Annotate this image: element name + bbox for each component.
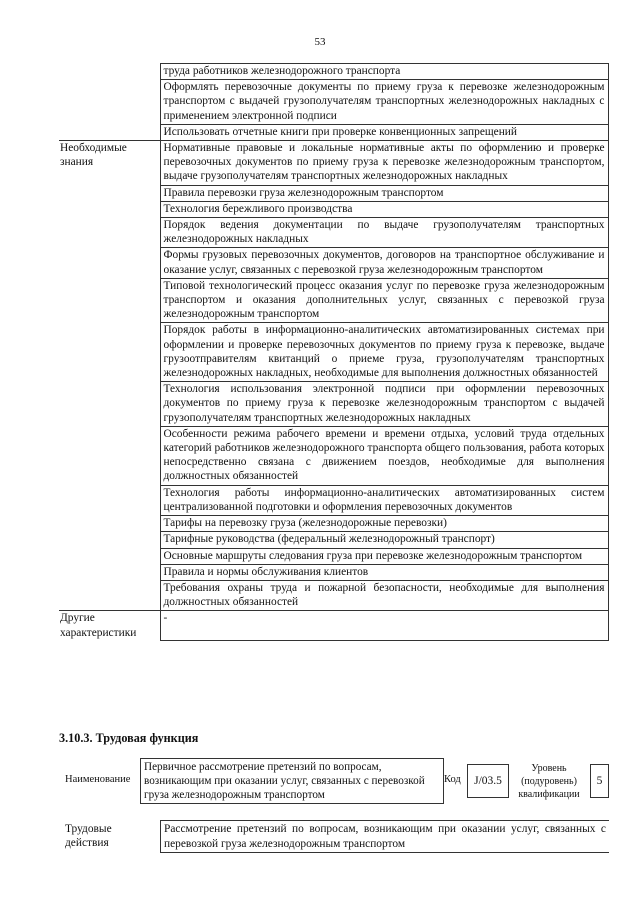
knowledge-row xyxy=(59,201,608,217)
other-row xyxy=(59,611,608,641)
skills-row xyxy=(59,80,608,125)
skill-item: труда работников железнодорожного транспорта xyxy=(160,64,608,80)
knowledge-row xyxy=(59,485,608,515)
knowledge-row xyxy=(59,516,608,532)
knowledge-item: Типовой технологический процесс оказания услуг по перевозке груза железнодорожным транспортом и оказания дополнительных услуг, связанных с перевозкой груза железнодорожным транспортом xyxy=(160,278,608,323)
knowledge-item: Технология работы информационно-аналитических автоматизированных систем централизованной подготовки и оформления перевозочных документов xyxy=(160,485,608,515)
knowledge-item: Тарифные руководства (федеральный железнодорожный транспорт) xyxy=(160,532,608,548)
section-title: 3.10.3. Трудовая функция xyxy=(59,731,199,745)
qualification-table xyxy=(59,63,609,641)
knowledge-item: Правила перевозки груза железнодорожным транспортом xyxy=(160,185,608,201)
knowledge-item: Требования охраны труда и пожарной безопасности, необходимые для выполнения должностных обязанностей xyxy=(160,580,608,610)
knowledge-row xyxy=(59,323,608,382)
knowledge-item: Технология бережливого производства xyxy=(160,201,608,217)
knowledge-row xyxy=(59,580,608,610)
function-code-label: Код xyxy=(444,774,461,785)
knowledge-row xyxy=(59,278,608,323)
skills-row xyxy=(59,124,608,140)
function-header xyxy=(59,758,608,802)
knowledge-item: Порядок ведения документации по выдаче грузополучателям транспортных железнодорожных накладных xyxy=(160,218,608,248)
labor-action-item: Рассмотрение претензий по вопросам, возникающим при оказании услуг, связанных с перевозкой груза железнодорожным транспортом xyxy=(160,820,609,853)
knowledge-row xyxy=(59,185,608,201)
knowledge-item: Порядок работы в информационно-аналитических автоматизированных системах при оформлении и проверке перевозочных документов по приему груза к перевозке, выдаче грузоотправителям квитанций о приеме груза, грузополучателям транспортных железнодорожных накладных, необходимые для выполнения должностных обязанностей xyxy=(160,323,608,382)
knowledge-row xyxy=(59,532,608,548)
knowledge-row xyxy=(59,248,608,278)
knowledge-row xyxy=(59,382,608,427)
skills-row xyxy=(59,64,608,80)
skill-item: Использовать отчетные книги при проверке конвенционных запрещений xyxy=(160,124,608,140)
knowledge-item: Нормативные правовые и локальные нормативные акты по оформлению и проверке перевозочных документов по приему груза к перевозке железнодорожным транспортом, выдаче грузополучателям транспортных железнодорожных накладных xyxy=(160,141,608,186)
qualification-level: 5 xyxy=(590,764,609,798)
knowledge-item: Основные маршруты следования груза при перевозке железнодорожным транспортом xyxy=(160,548,608,564)
function-code: J/03.5 xyxy=(467,764,509,798)
labor-actions-label: Трудовые действия xyxy=(65,823,112,849)
skill-item: Оформлять перевозочные документы по приему груза к перевозке железнодорожным транспортом с выдачей грузополучателям транспортных железнодорожных накладных с применением электронной подписи xyxy=(160,80,608,125)
knowledge-row xyxy=(59,218,608,248)
knowledge-item: Тарифы на перевозку груза (железнодорожные перевозки) xyxy=(160,516,608,532)
skills-label-cell xyxy=(59,64,160,80)
knowledge-row xyxy=(59,564,608,580)
other-label: Другие характеристики xyxy=(59,611,160,641)
knowledge-item: Правила и нормы обслуживания клиентов xyxy=(160,564,608,580)
function-name-label: Наименование xyxy=(65,774,131,785)
page-number: 53 xyxy=(314,36,326,48)
knowledge-item: Формы грузовых перевозочных документов, договоров на транспортное обслуживание и оказание услуг, связанных с перевозкой груза железнодорожным транспортом xyxy=(160,248,608,278)
knowledge-item: Особенности режима рабочего времени и времени отдыха, условий труда отдельных категорий работников железнодорожного транспорта общего пользования, работа которых непосредственно связана с движением поездов, необходимые для выполнения должностных обязанностей xyxy=(160,426,608,485)
qualification-level-label: Уровень (подуровень) квалификации xyxy=(518,763,580,800)
knowledge-row xyxy=(59,426,608,485)
knowledge-row xyxy=(59,141,608,186)
knowledge-item: Технология использования электронной подписи при оформлении перевозочных документов по приему груза к перевозке железнодорожным транспортом с выдачей грузополучателям транспортных железнодорожных накладных xyxy=(160,382,608,427)
other-value: - xyxy=(160,611,608,641)
function-name: Первичное рассмотрение претензий по вопросам, возникающим при оказании услуг, связанных с перевозкой груза железнодорожным транспортом xyxy=(140,758,444,804)
knowledge-label: Необходимые знания xyxy=(59,141,160,186)
knowledge-row xyxy=(59,548,608,564)
